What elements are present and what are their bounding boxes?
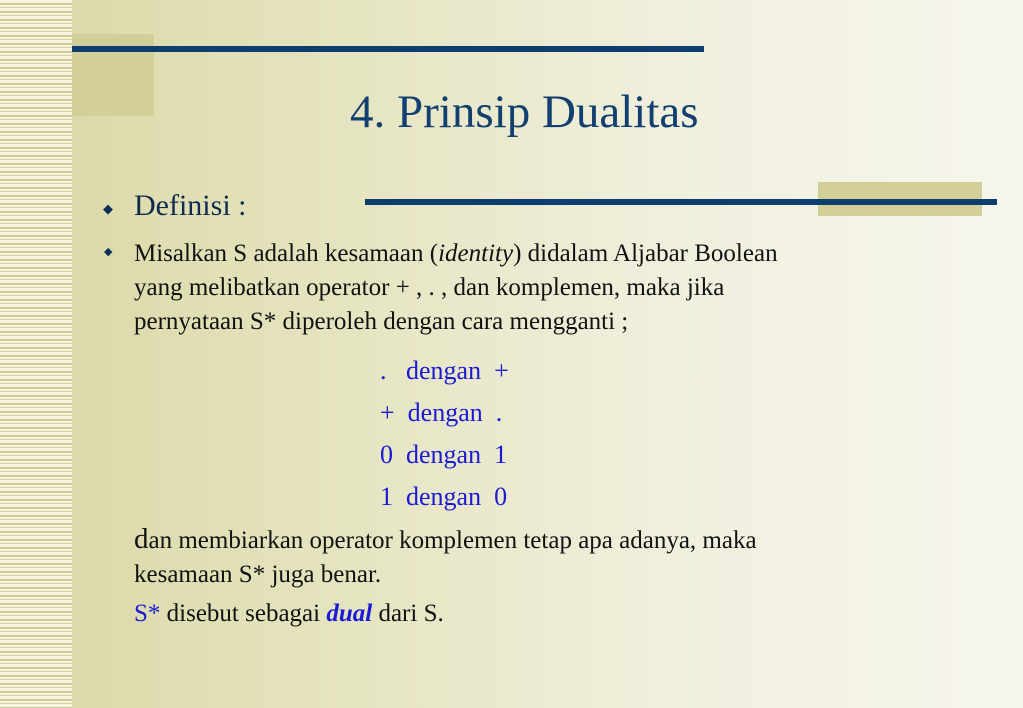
large-initial: d xyxy=(134,523,149,555)
paragraph-line-2: yang melibatkan operator + , . , dan komplemen, maka jika xyxy=(134,274,725,301)
text-fragment: an membiarkan operator komplemen tetap apa adanya, maka xyxy=(148,527,757,554)
replacement-row: + dengan . xyxy=(380,398,503,427)
diamond-bullet-icon: ◆ xyxy=(104,246,113,258)
diamond-bullet-icon: ◆ xyxy=(103,201,113,216)
bullet-paragraph xyxy=(134,237,778,339)
text-fragment: disebut sebagai xyxy=(160,600,327,627)
dual-keyword: dual xyxy=(326,600,373,627)
text-fragment: Misalkan S adalah kesamaan ( xyxy=(134,240,439,267)
s-star-label: S* xyxy=(134,600,161,627)
title-underline-rule xyxy=(365,199,997,205)
top-rule xyxy=(72,46,704,52)
replacement-row: . dengan + xyxy=(380,356,509,385)
continuation-line-2: kesamaan S* juga benar. xyxy=(134,561,382,588)
text-fragment: dari S. xyxy=(372,600,444,627)
replacement-row: 1 dengan 0 xyxy=(380,482,508,511)
continuation-line-1 xyxy=(134,522,757,558)
paragraph-line-3: pernyataan S* diperoleh dengan cara mengganti ; xyxy=(134,308,629,335)
continuation-paragraph xyxy=(134,522,757,592)
bullet-definisi: Definisi : xyxy=(134,189,247,222)
slide-title: 4. Prinsip Dualitas xyxy=(350,86,699,138)
dual-definition xyxy=(134,600,444,628)
decorative-stripes xyxy=(0,0,72,708)
paragraph-line-1 xyxy=(134,237,778,271)
replacement-list xyxy=(380,350,509,518)
replacement-row: 0 dengan 1 xyxy=(380,440,508,469)
italic-identity: identity xyxy=(438,240,514,267)
text-fragment: ) didalam Aljabar Boolean xyxy=(513,240,778,267)
